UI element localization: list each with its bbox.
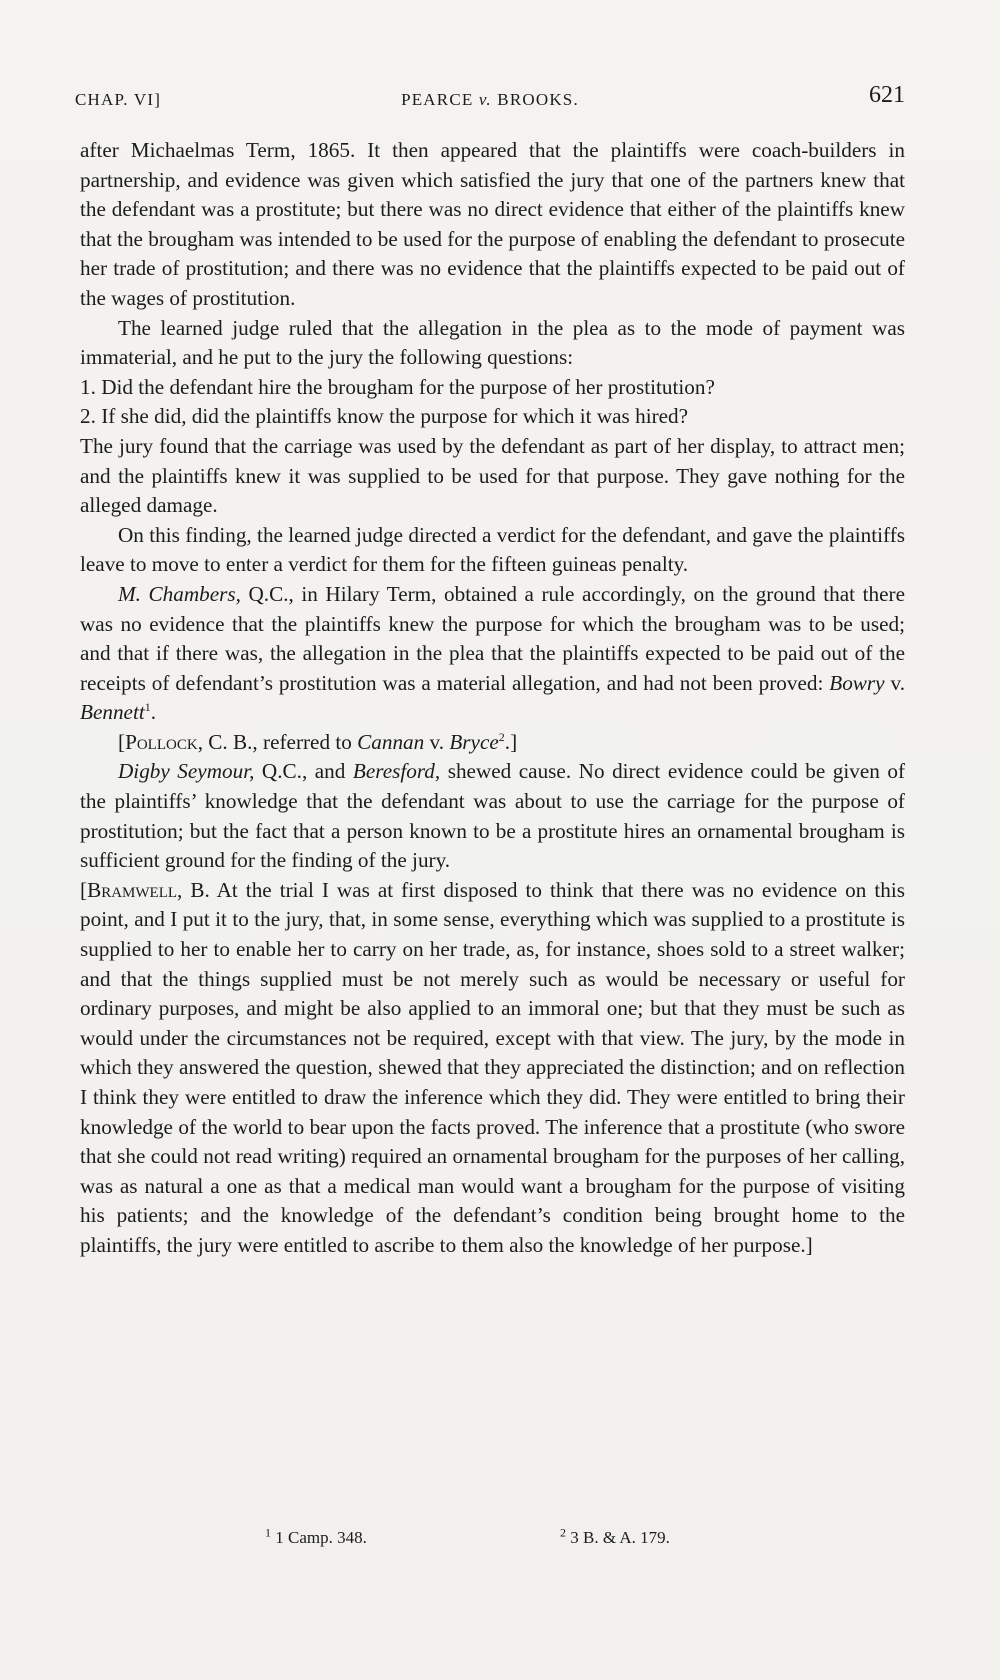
question-2: 2. If she did, did the plaintiffs know the purpose for which it was hired? [80,404,689,429]
shewed-cause-mid: Q.C., and [254,759,353,784]
rule-text: Q.C., in Hilary Term, obtained a rule accordingly, on the ground that there was no evidence that the plaintiffs knew the purpose for which the brougham was to be used; and that if there was, the allegation in the plea that the plaintiffs expected to be paid out of the receipts of defendant’s prostitution was a material allegation, and had not been proved: [80,581,905,695]
page-number: 621 [869,82,905,108]
case-title [75,90,905,110]
bramwell-text: , B. At the trial I was at first disposed to think that there was no evidence on this point, and I put it to the jury, that, in some sense, everything which was supplied to a prostitute is supplied to her to enable her to carry on her trade, as, for instance, shoes sold to a street walker; and that the things supplied must be not merely such as would be necessary or useful for ordinary purposes, and might be also applied to an immoral one; but that they must be such as would under the circumstances not be required, except with that view. The jury, by the mode in which they answered the question, shewed that they appreciated the distinction; and on reflection I think they were entitled to draw the inference which they did. They were entitled to bring their knowledge of the world to bear upon the facts proved. The inference that a prostitute (who swore that she could not read writing) required an ornamental brougham for the purposes of her calling, was as natural a one as that a medical man would want a brougham for the purpose of visiting his patients; and the knowledge of the defendant’s condition being brought home to the plaintiffs, the jury were entitled to ascribe to them also the knowledge of her purpose.] [80,877,905,1257]
running-header [75,82,905,116]
case-title-plaintiff: PEARCE [401,90,474,109]
pollock-text-end: .] [504,729,518,754]
case-citation-party2: Bennett [80,700,145,725]
paragraph-rule-obtained [80,580,905,728]
shewed-cause-text: shewed cause. No direct evidence could be given of the plaintiffs’ knowledge that the defendant was about to use the carriage for the purpose of prostitution; but the fact that a person known to be a prostitute hires an ornamental brougham is sufficient ground for the finding of the jury. [80,759,905,873]
footnote-ref-1: 1 [144,700,151,715]
footnote-2 [560,1525,670,1548]
paragraph-verdict: On this finding, the learned judge directed a verdict for the defendant, and gave the plaintiffs leave to move to enter a verdict for them for the fifteen guineas penalty. [80,522,905,577]
chapter-label: CHAP. VI] [75,90,162,109]
bracket-open: [ [80,877,88,902]
counsel-name-2: Beresford, [352,759,441,784]
case-citation-v: v. [884,670,905,695]
case-title-defendant: BROOKS. [497,90,579,109]
pollock-text: , C. B., referred to [197,729,358,754]
paragraph-jury-finding: The jury found that the carriage was used by the defendant as part of her display, to attract men; and the plaintiffs knew it was supplied to be used for that purpose. They gave nothing for the alleged damage. [80,433,905,518]
case-citation-party1: Bowry [829,670,885,695]
paragraph-pollock [80,728,905,758]
counsel-name: Digby Seymour, [118,759,255,784]
judge-name: Bramwell [87,877,178,902]
footnotes [265,1525,725,1556]
footnote-mark-1: 1 [265,1525,271,1540]
paragraph-bramwell [80,876,905,1261]
case-citation-party2: Bryce [449,729,499,754]
rule-text-end: . [150,700,157,725]
case-citation-v: v. [424,729,450,754]
case-citation-party1: Cannan [357,729,425,754]
paragraph-shewed-cause [80,757,905,875]
question-1: 1. Did the defendant hire the brougham for the purpose of her prostitution? [80,374,715,399]
paragraph-ruling: The learned judge ruled that the allegation in the plea as to the mode of payment was immaterial, and he put to the jury the following questions: [80,315,905,370]
paragraph-continued: after Michaelmas Term, 1865. It then appeared that the plaintiffs were coach-builders in partnership, and evidence was given which satisfied the jury that one of the partners knew that the defendant was a prostitute; but there was no direct evidence that either of the plaintiffs knew that the brougham was intended to be used for the purpose of enabling the defendant to prosecute her trade of prostitution; and there was no evidence that the plaintiffs expected to be paid out of the wages of prostitution. [80,138,905,310]
footnote-text-2: 3 B. & A. 179. [566,1528,670,1547]
footnote-ref-2: 2 [498,729,505,744]
bracket-open: [ [118,729,126,754]
case-title-v: v. [478,90,492,109]
footnote-mark-2: 2 [560,1525,566,1540]
footnote-text-1: 1 Camp. 348. [271,1528,367,1547]
footnote-1 [265,1525,367,1548]
judge-name: Pollock [125,729,198,754]
body-text [80,136,905,1261]
counsel-name: M. Chambers, [118,581,241,606]
